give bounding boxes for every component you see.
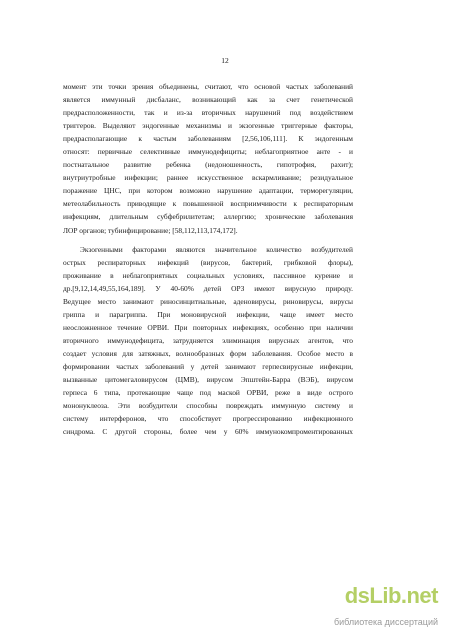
watermark-subtitle: библиотека диссертаций bbox=[333, 617, 438, 627]
text-line: мононуклеоза. Эти возбудители способны повреждать иммунную систему и bbox=[63, 401, 353, 411]
text-line: внутриутробные инфекции; раннее искусственное вскармливание; резидуальное bbox=[63, 173, 353, 183]
text-line: относят: первичные селективные иммунодефициты; неблагоприятное анте - и bbox=[63, 147, 353, 157]
text-line: является иммунный дисбаланс, возникающий как за счет генетической bbox=[63, 95, 353, 105]
text-line: Экзогенными факторами являются значительное количество возбудителей bbox=[80, 244, 353, 254]
text-line: триггеров. Выделяют эндогенные механизмы и экзогенные триггерные факторы, bbox=[63, 121, 353, 131]
text-line: поражение ЦНС, при котором возможно нарушение адаптации, терморегуляции, bbox=[63, 186, 353, 196]
text-line: др.[9,12,14,49,55,164,189]. У 40-60% детей ОРЗ имеют вирусную природу. bbox=[63, 283, 353, 293]
text-line: острых респираторных инфекций (вирусов, бактерий, грибковой флоры), bbox=[63, 257, 353, 267]
text-line: ЛОР органов; тубинфицирование; [58,112,113,174,172]. bbox=[63, 225, 238, 235]
paragraph-1 bbox=[63, 80, 353, 237]
text-line: гриппа и парагриппа. При моновирусной инфекции, чаще имеет место bbox=[63, 309, 353, 319]
text-line: формировании частых заболеваний у детей занимают герпесвирусные инфекции, bbox=[63, 361, 353, 371]
body-text bbox=[63, 80, 353, 438]
text-line: проживание в неблагоприятных социальных условиях, пассивное курение и bbox=[63, 270, 353, 280]
text-line: метеолабильность приводящие к повышенной восприимчивости к респираторным bbox=[63, 199, 353, 209]
text-line: постнатальное развитие ребенка (недоношенность, гипотрофия, рахит); bbox=[63, 160, 353, 170]
text-line: герпеса 6 типа, протекающие чаще под маской ОРВИ, реже в виде острого bbox=[63, 388, 353, 398]
text-line: систему интерферонов, что способствует прогрессированию инфекционного bbox=[63, 414, 353, 424]
text-line: неосложненное течение ОРВИ. При повторных инфекциях, особенно при наличии bbox=[63, 322, 353, 332]
text-line: вторичного иммунодефицита, затрудняется элиминация вирусных агентов, что bbox=[63, 335, 353, 345]
text-line: создает условия для затяжных, волнообразных форм заболевания. Особое место в bbox=[63, 348, 353, 358]
text-line: предрасполагающие к частым заболеваниям [2,56,106,111]. К эндогенным bbox=[63, 134, 353, 144]
text-line: инфекциям, длительным субфебрилитетам; аллергию; хронические заболевания bbox=[63, 212, 353, 222]
text-line: Ведущее место занимают риносинцитиальные, аденовирусы, риновирусы, вирусы bbox=[63, 296, 353, 306]
text-line: вызванные цитомегаловирусом (ЦМВ), вирусом Эпштейн-Барра (ВЭБ), вирусом bbox=[63, 375, 353, 385]
text-line: момент эти точки зрения объединены, считают, что основой частых заболеваний bbox=[63, 82, 353, 91]
dslib-watermark bbox=[323, 583, 438, 627]
text-line: синдрома. С другой стороны, более чем у 60% иммунокомпроментированных bbox=[63, 427, 353, 437]
watermark-logo: dsLib.net bbox=[344, 583, 438, 608]
paragraph-2 bbox=[63, 243, 353, 439]
page-number: 12 bbox=[221, 56, 229, 65]
text-line: предрасположенности, так и из-за вторичных нарушений под воздействием bbox=[63, 108, 353, 118]
